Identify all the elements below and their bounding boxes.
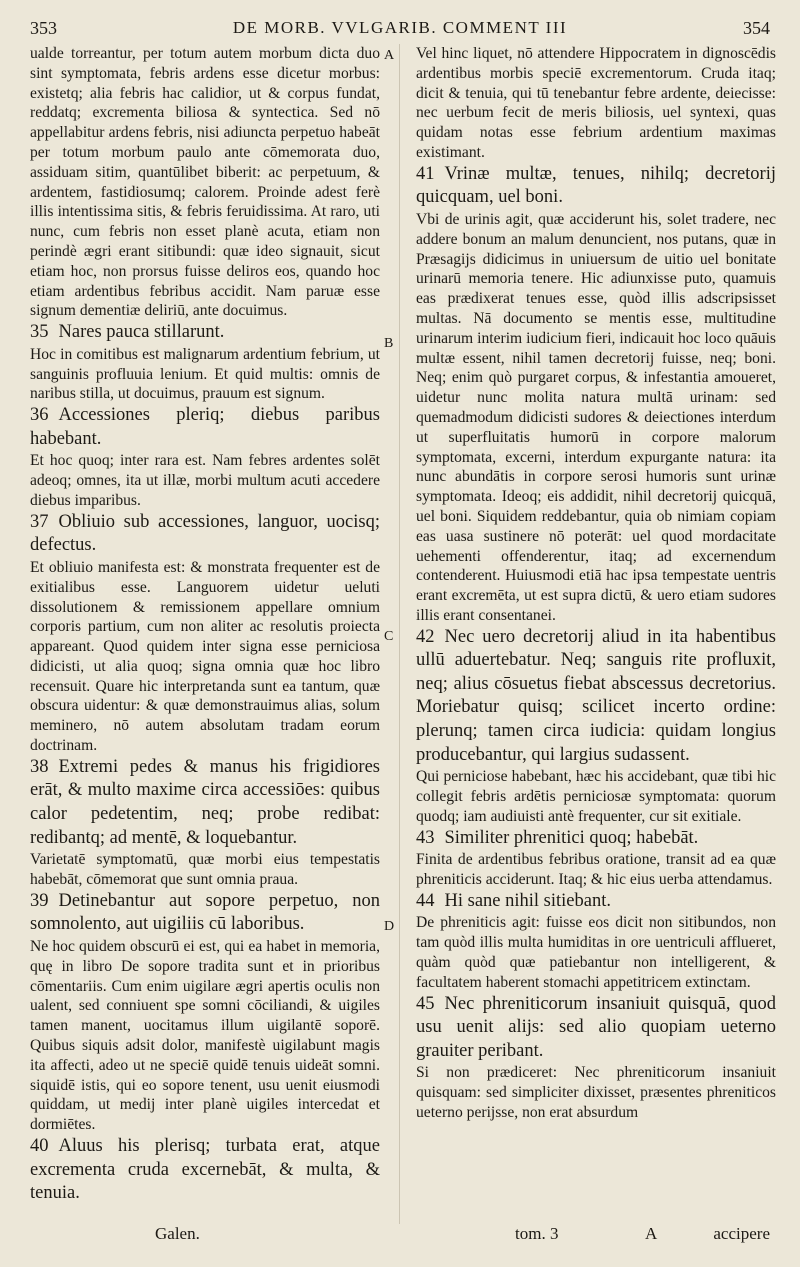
commentary-paragraph: Ne hoc quidem obscurū ei est, qui ea habet in memoria, quę in libro De sopore tradita sunt et in prioribus cōmentariis. Cum enim uigilare ægri apertis oculis non ualent, sed conniuent spe somni cōciliandi, & uigiles tamen manent, uocitamus illum uigilantē soporē. Quibus siquis adsit dolor, manifestè uigilabunt magis ita affecti, adeo ut ne speciē quidē tenuis uideāt somni. siquidē istis, qui eo sopore tenent, usu uenit eiusmodi quiddam, ut medij inter planè uigiles intercedat et dormiētes. [30, 938, 380, 1134]
right-column [416, 44, 776, 1123]
lemma-paragraph [30, 1135, 380, 1206]
lemma-text: Detinebantur aut sopore perpetuo, non somnolento, aut uigiliis cū laboribus. [30, 890, 380, 935]
lemma-text: Hi sane nihil sitiebant. [444, 890, 611, 911]
commentary-paragraph: Qui perniciose habebant, hæc his accidebant, quæ tibi hic collegit febris ardētis perniciosæ symptomata: quorum quodq; iam audiuisti antè frequenter, cur sit exitiale. [416, 768, 776, 825]
lemma-text: Nec phreniticorum insaniuit quisquā, quod usu uenit alijs: sed alio quopiam ueterno grauiter peribant. [416, 993, 776, 1061]
lemma-paragraph [416, 993, 776, 1064]
lemma-paragraph [416, 163, 776, 210]
lemma-text: Nec uero decretorij aliud in ita habentibus ullū aduertebatur. Neq; sanguis rite profluxit, neq; alius cōsuetus fiebat abscessus decretorius. Moriebatur quisq; scilicet incerto ordine: plerunq; tamen circa iudicia: quidam longius producebantur, qui largius sudassent. [416, 626, 776, 765]
lemma-text: Obliuio sub accessiones, languor, uocisq; defectus. [30, 511, 380, 556]
lemma-paragraph [416, 626, 776, 768]
lemma-number: 35 [30, 322, 49, 343]
lemma-paragraph [30, 890, 380, 937]
column-divider [399, 44, 400, 1224]
lemma-text: Nares pauca stillarunt. [58, 322, 225, 343]
lemma-text: Aluus his plerisq; turbata erat, atque excrementa cruda excernebāt, & multa, & tenuia. [30, 1136, 380, 1204]
commentary-paragraph: Et obliuio manifesta est: & monstrata frequenter est de exitialibus esse. Languorem uidetur ueluti dissolutionem & remissionem appellare omnium corporis partium, cum non aliter ac resolutis proiecta appareant. Quod quidem inter signa esse perniciosa didicisti, ut alia quoq; signa omnia quæ hoc libro recensuit. Quare hic interpretanda sunt ea tantum, quæ obscura uidentur: & quæ demonstrauimus alias, solum meminero, nō autem absolutam tradam eorum doctrinam. [30, 558, 380, 755]
lemma-number: 41 [416, 163, 435, 184]
lemma-text: Similiter phrenitici quoq; habebāt. [444, 827, 699, 848]
lemma-number: 37 [30, 511, 49, 532]
commentary-paragraph: Vel hinc liquet, nō attendere Hippocratem in dignoscēdis ardentibus morbis speciē excrementorum. Cruda itaq; dicit & tenuia, qui tū tenebantur febre ardente, deiecisse: nec uerbum fecit de meris biliosis, uel syntexi, quas quidam notas esse febrium ardentium maximas existimant. [416, 45, 776, 161]
lemma-number: 44 [416, 890, 435, 911]
footer-author: Galen. [155, 1224, 200, 1243]
page-number-left: 353 [30, 18, 57, 38]
lemma-paragraph [416, 890, 776, 914]
commentary-paragraph: Varietatē symptomatū, quæ morbi eius tempestatis habebāt, cōmemorat que sunt omnia praua. [30, 851, 380, 889]
commentary-paragraph: Finita de ardentibus febribus oratione, transit ad ea quæ phreniticis acciderunt. Itaq; & hic eius uerba attendamus. [416, 851, 776, 889]
lemma-number: 36 [30, 405, 49, 426]
lemma-paragraph [30, 756, 380, 850]
footer-volume: tom. 3 [515, 1224, 559, 1243]
running-head [30, 18, 770, 46]
lemma-text: Vrinæ multæ, tenues, nihilq; decretorij quicquam, uel boni. [416, 163, 776, 208]
page-number-right: 354 [743, 18, 770, 38]
lemma-number: 43 [416, 827, 435, 848]
margin-letter-d: D [384, 919, 395, 934]
lemma-paragraph [30, 404, 380, 451]
lemma-number: 40 [30, 1136, 49, 1156]
margin-letter-b: B [384, 336, 394, 351]
lemma-paragraph [30, 321, 380, 345]
commentary-paragraph: Hoc in comitibus est malignarum ardentium febrium, ut sanguinis profluuia lenium. Et quid multis: omnis de naribus stilla, ut docuimus, prauum est signum. [30, 345, 380, 403]
lemma-text: Accessiones pleriq; diebus paribus habebant. [30, 405, 380, 449]
page-footer [30, 1224, 770, 1250]
lemma-number: 42 [416, 626, 435, 647]
footer-signature: A [645, 1224, 658, 1243]
lemma-paragraph [416, 827, 776, 851]
margin-letter-a: A [384, 48, 395, 63]
commentary-paragraph: Et hoc quoq; inter rara est. Nam febres ardentes solēt adeoq; omnes, ita ut illæ, morbi multum acuti accedere diebus imparibus. [30, 452, 380, 509]
commentary-paragraph: Vbi de urinis agit, quæ acciderunt his, solet tradere, nec addere bonum an malum denuncient, nos putans, quæ in Præsagijs didicimus in uniuersum de uitio uel bonitate urinarū memoria tenere. Hic adiunxisse puto, quamuis eas prædixerat tenues esse, quòd illis adscripsisset multas. Nā documento se mentis esse, multitudine urinarum interim iudicium fieri, indicauit hoc loco quāuis multæ essent, nihil tamen decretorij fuisse, neq; boni. Neq; enim quò purgaret corpus, & infestantia amoueret, uidetur nunc molita natura multā urinam: sed quemadmodum didicisti sudores & deiectiones interdum ut superfluitatis humorū in corpore malorum symptomata, excerni, interdum expurgante natura: ita nunc abundātis in corpore serosi humoris sunt urinæ symptomata. Ideoq; eis addidit, nihil decretorij quicquā, uel boni. Siquidem reddebantur, quia ob nimiam copiam eas uasa sustinere nō poterāt: uel quod mordacitate uehementi offenderentur, itaq; ad excernendum contenderent. Huiusmodi etiā hac ipsa tempestate uentris erant excremēta, ut est supra dictū, & uero etiam sudores illis erant consentanei. [416, 210, 776, 624]
footer-catchword: accipere [713, 1224, 770, 1243]
commentary-paragraph: De phreniticis agit: fuisse eos dicit non sitibundos, non tam quòd illis multa humiditas in ore uentriculi afflueret, quàm quòd quæ patiebantur non intelligerent, & facultatem haberent stomachi appetitricem extinctam. [416, 914, 776, 991]
lemma-text: Extremi pedes & manus his frigidiores erāt, & multo maxime circa accessiōes: quibus calor pedetentim, neq; probe redibat: redibantq; ad mentē, & loquebantur. [30, 756, 380, 848]
left-column [30, 44, 380, 1206]
running-title: DE MORB. VVLGARIB. COMMENT III [232, 18, 568, 37]
lemma-number: 45 [416, 993, 435, 1014]
lemma-number: 38 [30, 756, 49, 777]
margin-letter-c: C [384, 629, 394, 644]
commentary-paragraph: Si non prædiceret: Nec phreniticorum insaniuit quisquam: sed simpliciter dixisset, præsentes phreniticos ueterno perijsse, non erat absurdum [416, 1064, 776, 1121]
commentary-paragraph: ualde torreantur, per totum autem morbum dicta duo sint symptomata, febris ardens esse dicetur morbus: existetq; alia febris hac calidior, ut & corpus fundat, reddatq; excrementa biliosa & syntectica. Sed nō appellabitur ardens febris, nisi adiuncta perpetuo habeāt per totum morbum paulo ante cōmemorata duo, assiduam sitim, quantūlibet biberit: ac perpetuum, & ardentem, fastidiosumq; calorem. Proinde adest ferè illis intentissima sitis, & febris feruidissima. At raro, uti nunc, cum febris non esset planè acuta, etiam non perindè ægri erant sitibundi: quæ ideo signauit, sicut etiam hoc, non prorsus fuisse deliros eos, quando hoc etiam ardentibus febribus accidit. Nam paruæ esse signum dementiæ deliriū, ante docuimus. [30, 45, 380, 320]
lemma-number: 39 [30, 890, 49, 911]
lemma-paragraph [30, 511, 380, 558]
